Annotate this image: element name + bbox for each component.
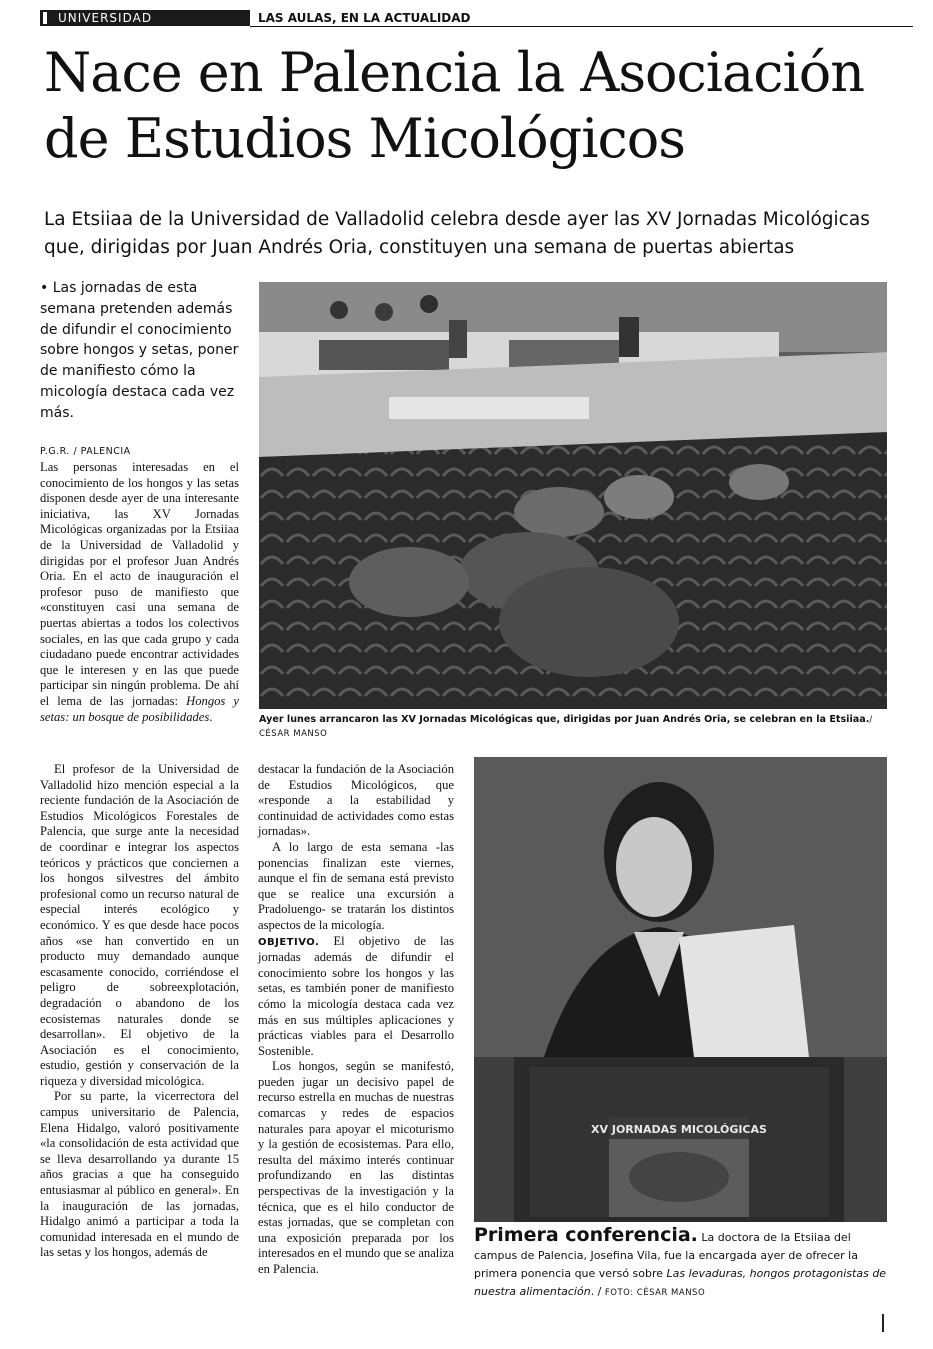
photo-2-caption-lead: Primera conferencia. <box>474 1224 698 1246</box>
paragraph-6 <box>258 934 454 1060</box>
section-tag: UNIVERSIDAD <box>40 10 250 26</box>
photo-1-credit: / CÉSAR MANSO <box>259 715 873 739</box>
paragraph-2: El profesor de la Universidad de Valladolid hizo mención especial a la reciente fundación de la Asociación de Estudios Micológicos Forestales de Palencia, que surge ante la necesidad de coordinar e integrar los aspectos teóricos y prácticos que conciernen a los hongos silvestres del ámbito profesional como un recurso natural de especial interés ecológico y económico. Y es que desde hace pocos años «se han convertido en un producto muy demandado aunque escasamente conocido, corriéndose el peligro de sobreexplotación, degradación o abandono de los ecosistemas naturales donde se desarrollan». El objetivo de la Asociación es el conocimiento, estudio, gestión y conservación de la riqueza y diversidad micológica. <box>40 762 239 1088</box>
headline-line-1: Nace en Palencia la Asociación <box>44 41 865 104</box>
motto: Hongos y setas: un bosque de posibilidades <box>40 693 239 724</box>
photo-1-caption-text: Ayer lunes arrancaron las XV Jornadas Micológicas que, dirigidas por Juan Andrés Oria, se celebran en la Etsiiaa. <box>259 714 870 725</box>
headline <box>44 40 914 172</box>
paragraph-7: Los hongos, según se manifestó, pueden jugar un decisivo papel de recurso estrella en muchas de nuestras comarcas y redes de espacios naturales para apoyar el micoturismo y la gestión de ecosistemas. Para ello, resulta del máximo interés continuar profundizando en las distintas perspectivas de la investigación y la técnica, que es el hilo conductor de estas jornadas, que se completan con una exposición preparada por los interesados en el mundo que se analiza en Palencia. <box>258 1059 454 1276</box>
deck-line-2: que, dirigidas por Juan Andrés Oria, constituyen una semana de puertas abiertas <box>44 237 795 258</box>
deck <box>44 206 904 262</box>
photo-2-caption-text: La doctora de la Etsiiaa del campus de Palencia, Josefina Vila, fue la encargada ayer de ofrecer la primera ponencia que versó sobre <box>474 1231 858 1280</box>
lecture-hall-photo <box>259 282 887 709</box>
paragraph-1 <box>40 460 239 725</box>
photo-2-caption <box>474 1226 894 1302</box>
photo-2-caption-end: . / <box>590 1285 605 1298</box>
bullet-summary: • Las jornadas de esta semana pretenden además de difundir el conocimiento sobre hongos y setas, poner de manifiesto cómo la micología destaca cada vez más. <box>40 280 239 421</box>
byline: P.G.R. / PALENCIA <box>40 446 131 457</box>
paragraph-4: destacar la fundación de la Asociación de Estudios Micológicos, que «responde a la estabilidad y continuidad de actividades como estas jornadas». <box>258 762 454 839</box>
paragraph-3: Por su parte, la vicerrectora del campus universitario de Palencia, Elena Hidalgo, valoró positivamente «la consolidación de esta actividad que se lleva desarrollando ya durante 15 años gracias a que ha conseguido entusiasmar al público en general». En la inauguración de las jornadas, Hidalgo animó a participar a toda la comunidad interesada en el mundo de las setas y los hongos, además de <box>40 1089 239 1260</box>
speaker-photo <box>474 757 887 1222</box>
column-1-top <box>40 460 239 725</box>
column-1-bottom <box>40 762 239 1261</box>
poster-title: XV JORNADAS MICOLÓGICAS <box>591 1123 767 1136</box>
photo-2-credit: FOTO: CÉSAR MANSO <box>604 1288 706 1298</box>
column-end-mark <box>882 1314 884 1332</box>
deck-line-1: La Etsiiaa de la Universidad de Valladolid celebra desde ayer las XV Jornadas Micológicas <box>44 209 870 230</box>
paragraph-6-text: El objetivo de las jornadas además de difundir el conocimiento sobre los hongos y las setas, es también poner de manifiesto cómo la micología destaca cada vez más en sus múltiples aplicaciones y prácticas viables para el Desarrollo Sostenible. <box>258 933 454 1058</box>
photo-1-caption <box>259 713 899 741</box>
column-2 <box>258 762 454 1278</box>
paragraph-1-text: Las personas interesadas en el conocimiento de los hongos y las setas disponen desde ayer de una interesante iniciativa, las XV Jornadas Micológicas organizadas por la Etsiiaa de la Universidad de Valladolid y dirigidas por el profesor Juan Andrés Oria. En el acto de inauguración el profesor puso de manifiesto que «constituyen casi una semana de puertas abiertas a todos los colectivos sociales, en las que cada grupo y cada ciudadano puede encontrar actividades que le interesen y en las que puede participar sin ningún problema. De ahí el lema de las jornadas: <box>40 460 239 708</box>
photo-2-caption-title: Las levaduras, hongos protagonistas de nuestra alimentación <box>474 1267 887 1298</box>
section-header <box>40 8 913 28</box>
paragraph-5: A lo largo de esta semana -las ponencias finalizan este viernes, aunque el fin de semana está previsto que se realice una excursión a Pradoluengo- se tratarán los distintos aspectos de la micología. <box>258 839 454 932</box>
paragraph-1-end: . <box>209 709 213 724</box>
kicker-objetivo: OBJETIVO. <box>258 936 320 948</box>
headline-line-2: de Estudios Micológicos <box>44 107 685 170</box>
section-subtitle: LAS AULAS, EN LA ACTUALIDAD <box>258 11 471 25</box>
header-rule <box>250 26 913 27</box>
